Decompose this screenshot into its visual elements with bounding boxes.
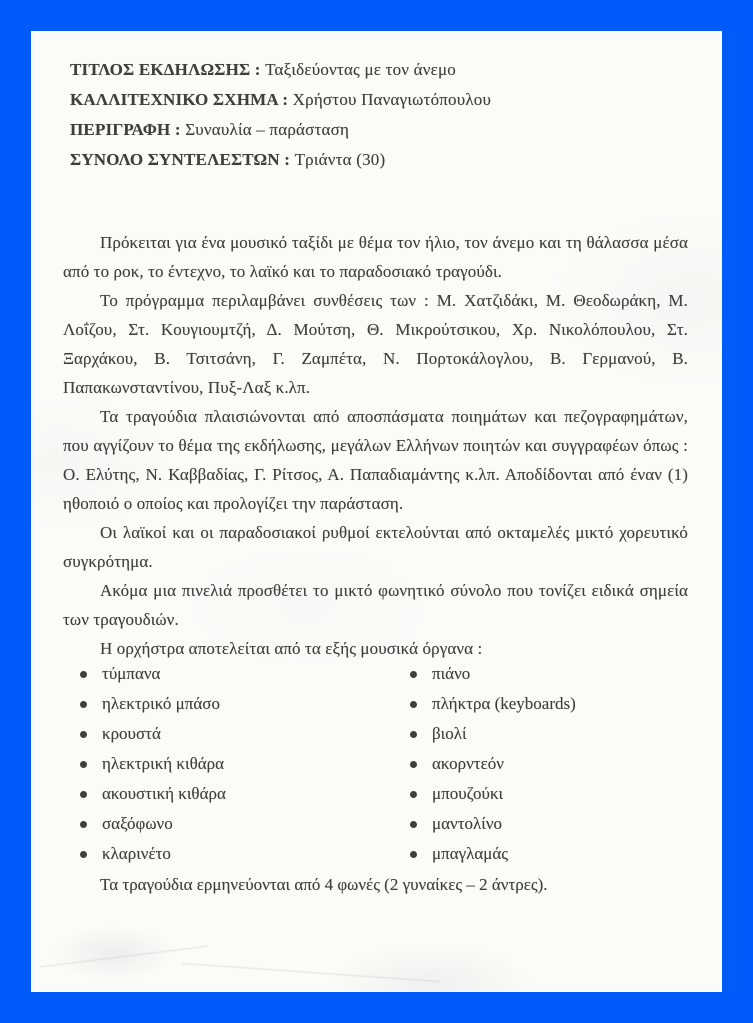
instrument-label: τύμπανα (102, 664, 161, 683)
body-paragraph: Οι λαϊκοί και οι παραδοσιακοί ρυθμοί εκτελούνται από οκταμελές μικτό χορευτικό συγκρότημα. (63, 523, 688, 571)
instrument-item (410, 839, 688, 869)
instrument-item (80, 749, 410, 779)
instrument-label: πιάνο (432, 664, 471, 683)
instrument-label: μπουζούκι (432, 784, 504, 803)
document-page (31, 31, 722, 992)
instrument-item (80, 839, 410, 869)
paper-crease (181, 962, 441, 983)
document-content (31, 31, 722, 899)
field-label: ΚΑΛΛΙΤΕΧΝΙΚΟ ΣΧΗΜΑ (70, 90, 278, 109)
instrument-label: πλήκτρα (keyboards) (432, 694, 576, 713)
closing-line: Τα τραγούδια ερμηνεύονται από 4 φωνές (2 γυναίκες – 2 άντρες). (100, 875, 548, 894)
instrument-item (80, 809, 410, 839)
document-body (63, 228, 688, 663)
bullet-icon (80, 821, 87, 828)
field-separator: : (250, 60, 266, 79)
header-field-artistic-group (70, 85, 688, 115)
instrument-label: ακορντεόν (432, 754, 504, 773)
instrument-label: μπαγλαμάς (432, 844, 509, 863)
body-paragraph: Τα τραγούδια πλαισιώνονται από αποσπάσματα ποιημάτων και πεζογραφημάτων, που αγγίζουν το θέμα της εκδήλωσης, μεγάλων Ελλήνων ποιητών και συγγραφέων όπως : Ο. Ελύτης, Ν. Καββαδίας, Γ. Ρίτσος, Α. Παπαδιαμάντης κ.λπ. Αποδίδονται από έναν (1) ηθοποιό ο οποίος και προλογίζει την παράσταση. (63, 407, 688, 513)
bullet-icon (410, 851, 417, 858)
field-value: Χρήστου Παναγιωτόπουλου (292, 90, 492, 109)
bullet-icon (80, 701, 87, 708)
field-value: Τριάντα (30) (294, 150, 386, 169)
header-field-total-contributors (70, 145, 688, 175)
instruments-list (63, 659, 688, 869)
instrument-item (410, 779, 688, 809)
header-field-description (70, 115, 688, 145)
instrument-item (410, 659, 688, 689)
instrument-label: μαντολίνο (432, 814, 503, 833)
instrument-label: σαξόφωνο (102, 814, 173, 833)
field-value: Συναυλία – παράσταση (185, 120, 350, 139)
bullet-icon (80, 731, 87, 738)
paper-crease (39, 945, 208, 969)
instrument-item (410, 749, 688, 779)
instrument-item (80, 689, 410, 719)
instrument-item (80, 659, 410, 689)
instrument-item (410, 719, 688, 749)
bullet-icon (410, 671, 417, 678)
body-paragraph: Η ορχήστρα αποτελείται από τα εξής μουσικά όργανα : (100, 639, 483, 658)
body-paragraph: Πρόκειται για ένα μουσικό ταξίδι με θέμα τον ήλιο, τον άνεμο και τη θάλασσα μέσα από το ροκ, το έντεχνο, το λαϊκό και το παραδοσιακό τραγούδι. (63, 233, 688, 281)
document-header (70, 55, 688, 175)
field-value: Ταξιδεύοντας με τον άνεμο (265, 60, 456, 79)
bullet-icon (80, 851, 87, 858)
field-separator: : (170, 120, 186, 139)
field-separator: : (279, 150, 295, 169)
bullet-icon (410, 821, 417, 828)
body-paragraph: Το πρόγραμμα περιλαμβάνει συνθέσεις των : Μ. Χατζιδάκι, Μ. Θεοδωράκη, Μ. Λοΐζου, Στ. Κουγιουμτζή, Δ. Μούτση, Θ. Μικρούτσικου, Χρ. Νικολόπουλου, Στ. Ξαρχάκου, Β. Τσιτσάνη, Γ. Ζαμπέτα, Ν. Πορτοκάλογλου, Β. Γερμανού, Β. Παπακωνσταντίνου, Πυξ-Λαξ κ.λπ. (63, 291, 688, 397)
bullet-icon (410, 701, 417, 708)
bullet-icon (80, 671, 87, 678)
header-field-event-title (70, 55, 688, 85)
field-label: ΠΕΡΙΓΡΑΦΗ (70, 120, 171, 139)
instrument-label: βιολί (432, 724, 467, 743)
instrument-label: ηλεκτρική κιθάρα (102, 754, 225, 773)
instrument-label: κρουστά (102, 724, 161, 743)
instrument-item (80, 779, 410, 809)
bullet-icon (410, 761, 417, 768)
bullet-icon (410, 731, 417, 738)
instrument-item (410, 809, 688, 839)
instrument-label: ακουστική κιθάρα (102, 784, 226, 803)
bullet-icon (410, 791, 417, 798)
instrument-label: κλαρινέτο (102, 844, 171, 863)
field-label: ΣΥΝΟΛΟ ΣΥΝΤΕΛΕΣΤΩΝ (70, 150, 280, 169)
bullet-icon (80, 761, 87, 768)
body-paragraph: Ακόμα μια πινελιά προσθέτει το μικτό φωνητικό σύνολο που τονίζει ειδικά σημεία των τραγουδιών. (63, 581, 688, 629)
instrument-item (80, 719, 410, 749)
instrument-item (410, 689, 688, 719)
field-label: ΤΙΤΛΟΣ ΕΚΔΗΛΩΣΗΣ (70, 60, 251, 79)
instrument-label: ηλεκτρικό μπάσο (102, 694, 220, 713)
field-separator: : (277, 90, 293, 109)
bullet-icon (80, 791, 87, 798)
